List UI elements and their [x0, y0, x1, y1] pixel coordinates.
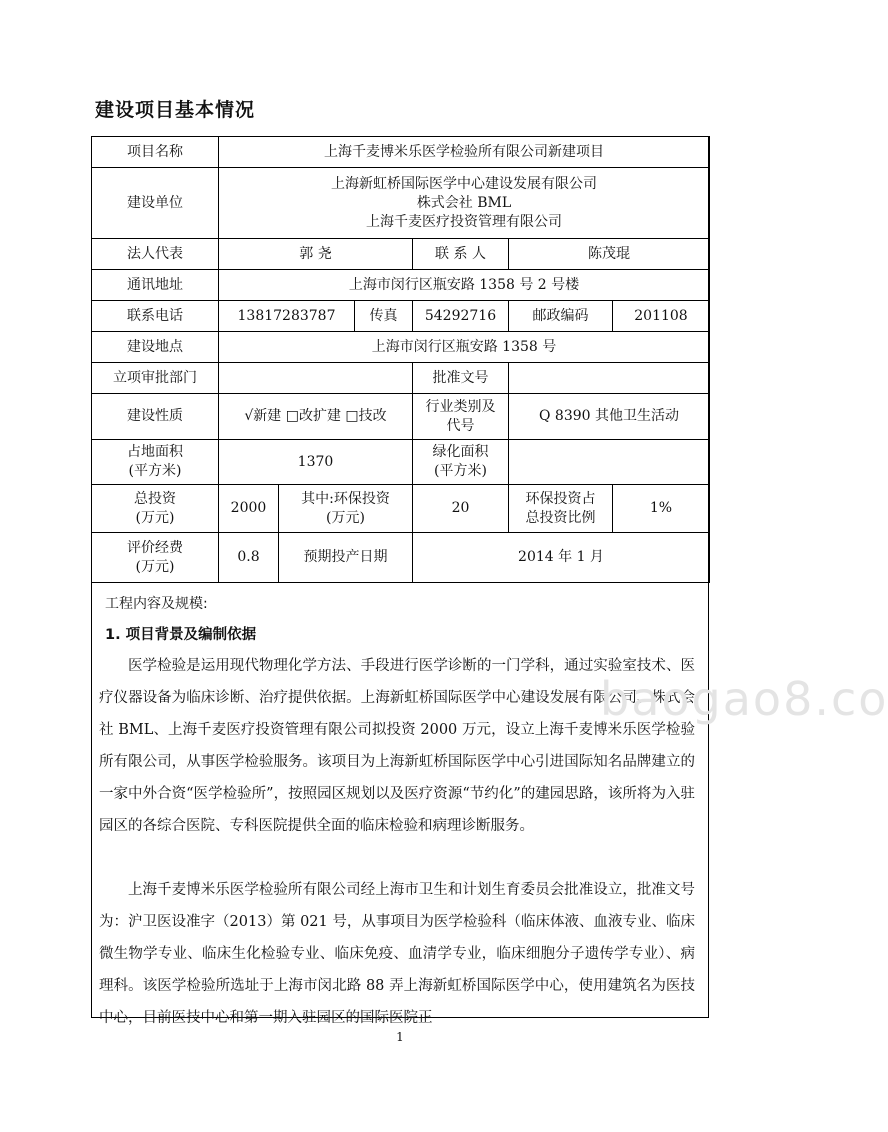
page-title: 建设项目基本情况 — [95, 99, 256, 121]
contact-value: 陈茂琨 — [509, 239, 710, 270]
fax-label: 传真 — [355, 301, 413, 332]
prod-date-label: 预期投产日期 — [279, 533, 413, 583]
address-label: 通讯地址 — [92, 270, 219, 301]
content-heading: 工程内容及规模: — [105, 596, 208, 612]
invest-value: 2000 — [219, 485, 279, 533]
location-label: 建设地点 — [92, 332, 219, 363]
env-ratio-label-line: 环保投资占 — [525, 490, 596, 507]
legal-rep-label: 法人代表 — [92, 239, 219, 270]
eval-fee-label-line: 评价经费 — [127, 539, 183, 556]
paragraph: 医学检验是运用现代物理化学方法、手段进行医学诊断的一门学科，通过实验室技术、医疗仪器设备为临床诊断、治疗提供依据。上海新虹桥国际医学中心建设发展有限公司、株式会社 BML、上海千麦医疗投资管理有限公司拟投资 2000 万元，设立上海千麦博米乐医学检验所有限公司，从事医学检验服务。该项目为上海新虹桥国际医学中心引进国际知名品牌建立的一家中外合资“医学检验所”，按照园区规划以及医疗资源“节约化”的建园思路，该所将为入驻园区的各综合医院、专科医院提供全面的临床检验和病理诊断服务。 — [99, 658, 695, 834]
industry-label-line: 代号 — [446, 417, 475, 434]
postcode-label: 邮政编码 — [509, 301, 613, 332]
project-name-value: 上海千麦博米乐医学检验所有限公司新建项目 — [219, 137, 710, 168]
eval-fee-value: 0.8 — [219, 533, 279, 583]
phone-label: 联系电话 — [92, 301, 219, 332]
env-invest-label-line: (万元) — [326, 509, 365, 526]
approval-dept-label: 立项审批部门 — [92, 363, 219, 394]
contact-label: 联 系 人 — [413, 239, 509, 270]
invest-label-line: (万元) — [135, 509, 175, 526]
builder-label: 建设单位 — [92, 168, 219, 239]
approval-no-label: 批准文号 — [413, 363, 509, 394]
legal-rep-value: 郭 尧 — [219, 239, 413, 270]
paragraph: 上海千麦博米乐医学检验所有限公司经上海市卫生和计划生育委员会批准设立，批准文号为：沪卫医设准字（2013）第 021 号，从事项目为医学检验科（临床体液、血液专业、临床微生物学专业、临床生化检验专业、临床免疫、血清学专业，临床细胞分子遗传学专业）、病理科。该医学检验所选址于上海市闵北路 88 弄上海新虹桥国际医学中心，使用建筑名为医技中心，目前医技中心和第一期入驻园区的国际医院正 — [99, 882, 695, 1026]
fax-value: 54292716 — [413, 301, 509, 332]
area-value: 1370 — [219, 440, 413, 485]
watermark: baogao8.co — [600, 672, 888, 726]
invest-label-line: 总投资 — [134, 490, 176, 507]
nature-value: √新建 □改扩建 □技改 — [219, 394, 413, 440]
location-value: 上海市闵行区瓶安路 1358 号 — [219, 332, 710, 363]
postcode-value: 201108 — [613, 301, 710, 332]
env-ratio-value: 1% — [613, 485, 710, 533]
prod-date-value: 2014 年 1 月 — [413, 533, 710, 583]
env-invest-value: 20 — [413, 485, 509, 533]
section-title: 1. 项目背景及编制依据 — [105, 627, 257, 643]
address-value: 上海市闵行区瓶安路 1358 号 2 号楼 — [219, 270, 710, 301]
project-name-label: 项目名称 — [92, 137, 219, 168]
builder-line: 株式会社 BML — [416, 194, 512, 211]
phone-value: 13817283787 — [219, 301, 355, 332]
area-label-line: 占地面积 — [127, 444, 183, 460]
env-invest-label-line: 其中:环保投资 — [301, 490, 390, 507]
area-label-line: (平方米) — [128, 463, 182, 479]
page-number: 1 — [396, 1030, 404, 1044]
eval-fee-label-line: (万元) — [135, 558, 175, 575]
green-label-line: (平方米) — [434, 463, 487, 479]
builder-line: 上海新虹桥国际医学中心建设发展有限公司 — [331, 175, 597, 192]
green-label-line: 绿化面积 — [432, 444, 489, 460]
industry-label-line: 行业类别及 — [425, 398, 496, 415]
industry-value: Q 8390 其他卫生活动 — [509, 394, 710, 440]
nature-label: 建设性质 — [92, 394, 219, 440]
builder-line: 上海千麦医疗投资管理有限公司 — [366, 213, 562, 230]
env-ratio-label-line: 总投资比例 — [525, 509, 596, 526]
